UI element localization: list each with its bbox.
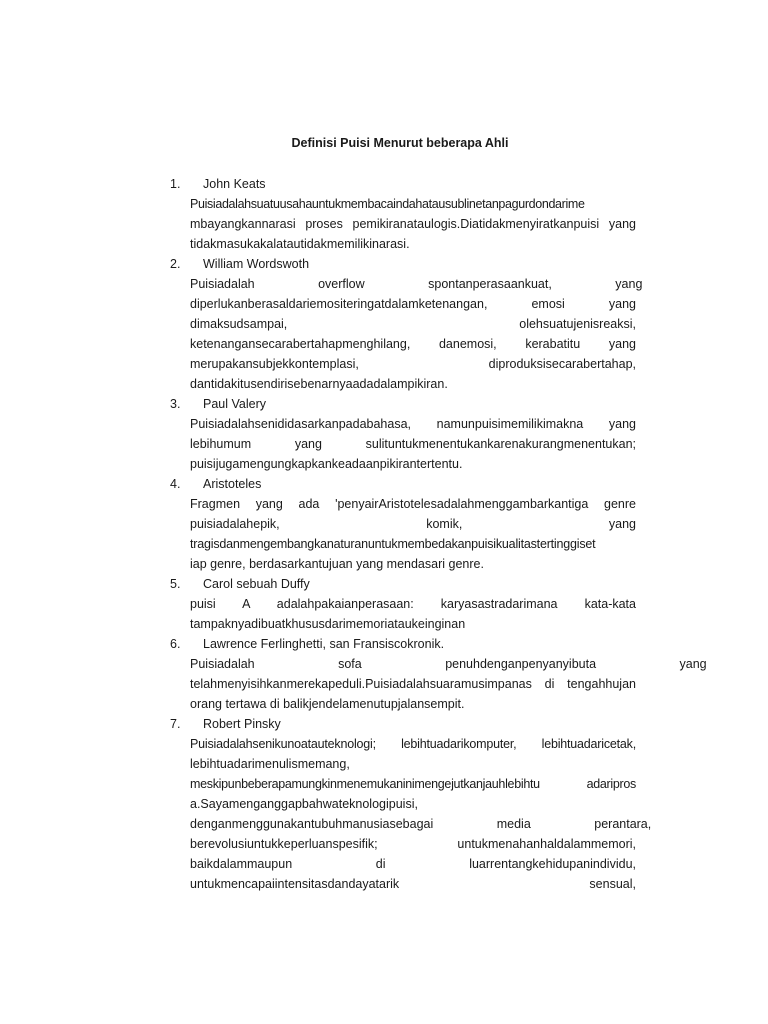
paragraph-line: mbayangkannarasi proses pemikiranataulogis.Diatidakmenyiratkanpuisi yang [190, 217, 636, 231]
paragraph-line: iap genre, berdasarkantujuan yang mendasari genre. [190, 557, 484, 571]
paragraph-line: orang tertawa di balikjendelamenutupjalansempit. [190, 697, 465, 711]
paragraph-line: lebihumum yang sulituntukmenentukankarenakurangmenentukan; [190, 437, 636, 451]
paragraph-line: Puisiadalahsenididasarkanpadabahasa, namunpuisimemilikimakna yang [190, 417, 636, 431]
paragraph-line: lebihtuadarimenulismemang, [190, 757, 350, 771]
paragraph-line: tidakmasukakalatautidakmemilikinarasi. [190, 237, 410, 251]
paragraph-line: a.Sayamenganggapbahwateknologipuisi, [190, 797, 418, 811]
paragraph-line: Puisiadalah sofa penuhdenganpenyanyibuta yang [190, 657, 707, 671]
list-number: 4. [170, 477, 181, 491]
list-item-heading [0, 574, 768, 594]
paragraph-line: puisiadalahepik, komik, yang [190, 517, 636, 531]
expert-name: Aristoteles [203, 477, 262, 491]
list-item-heading [0, 174, 768, 194]
list-number: 1. [170, 177, 181, 191]
document-title: Definisi Puisi Menurut beberapa Ahli [291, 136, 509, 150]
paragraph-line: Puisiadalahsenikunoatauteknologi; lebihtuadarikomputer, lebihtuadaricetak, [190, 737, 636, 751]
expert-name: Paul Valery [203, 397, 266, 411]
expert-name: Carol sebuah Duffy [203, 577, 310, 591]
paragraph-line: ketenangansecarabertahapmenghilang, danemosi, kerabatitu yang [190, 337, 636, 351]
paragraph-line: Fragmen yang ada 'penyairAristotelesadalahmenggambarkantiga genre [190, 497, 636, 511]
paragraph-line: Puisiadalahsuatuusahauntukmembacaindahatausublinetanpagurdondarime [190, 197, 585, 211]
paragraph-line: tragisdanmengembangkanaturanuntukmembedakanpuisikualitastertinggiset [190, 537, 596, 551]
paragraph-line: berevolusiuntukkeperluanspesifik; untukmenahanhaldalammemori, [190, 837, 636, 851]
list-number: 2. [170, 257, 181, 271]
paragraph-line: diperlukanberasaldariemositeringatdalamketenangan, emosi yang [190, 297, 636, 311]
list-item-heading [0, 634, 768, 654]
paragraph-line: denganmenggunakantubuhmanusiasebagai media perantara, [190, 817, 652, 831]
paragraph-line: dimaksudsampai, olehsuatujenisreaksi, [190, 317, 636, 331]
list-item-heading [0, 714, 768, 734]
paragraph-line: baikdalammaupun di luarrentangkehidupanindividu, [190, 857, 636, 871]
paragraph-line: dantidakitusendirisebenarnyaadadalampikiran. [190, 377, 448, 391]
paragraph-line: Puisiadalah overflow spontanperasaankuat, yang [190, 277, 643, 291]
list-item-heading [0, 394, 768, 414]
list-number: 7. [170, 717, 181, 731]
paragraph-line: puisijugamengungkapkankeadaanpikirantertentu. [190, 457, 463, 471]
paragraph-line: untukmencapaiintensitasdandayatarik sensual, [190, 877, 636, 891]
paragraph-line: telahmenyisihkanmerekapeduli.Puisiadalahsuaramusimpanas di tengahhujan [190, 677, 636, 691]
paragraph-line: merupakansubjekkontemplasi, diproduksisecarabertahap, [190, 357, 636, 371]
list-number: 6. [170, 637, 181, 651]
paragraph-line: tampaknyadibuatkhususdarimemoriataukeinginan [190, 617, 466, 631]
expert-name: Lawrence Ferlinghetti, san Fransiscokronik. [203, 637, 445, 651]
list-item-heading [0, 474, 768, 494]
paragraph-line: meskipunbeberapamungkinmenemukaninimengejutkanjauhlebihtu adaripros [190, 777, 636, 791]
expert-name: William Wordswoth [203, 257, 310, 271]
expert-name: John Keats [203, 177, 266, 191]
list-number: 5. [170, 577, 181, 591]
list-item-heading [0, 254, 768, 274]
list-number: 3. [170, 397, 181, 411]
paragraph-line: puisi A adalahpakaianperasaan: karyasastradarimana kata-kata [190, 597, 636, 611]
expert-name: Robert Pinsky [203, 717, 281, 731]
